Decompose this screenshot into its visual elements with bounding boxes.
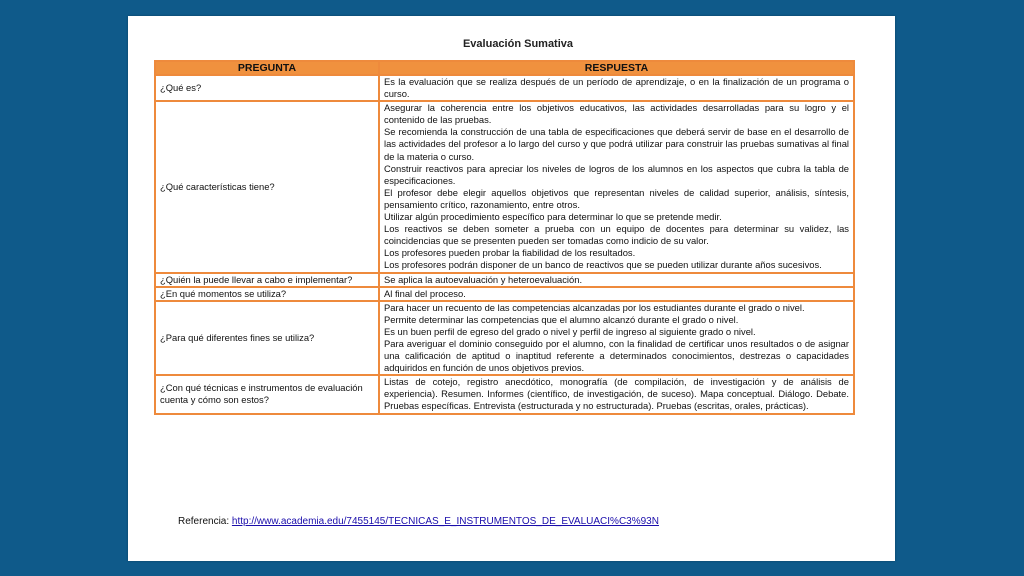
table-header-row [155,61,854,75]
answer-paragraph: El profesor debe elegir aquellos objetivos que representan niveles de calidad superior, análisis, síntesis, pensamiento crítico, razonamiento, entre otros. [384,186,849,210]
question-cell: ¿Qué es? [155,75,379,101]
answer-paragraph: Asegurar la coherencia entre los objetivos educativos, las actividades desarrolladas para su logro y el contenido de las pruebas. [384,102,849,126]
evaluation-table [154,60,855,415]
question-cell: ¿Qué características tiene? [155,101,379,272]
question-cell: ¿Con qué técnicas e instrumentos de evaluación cuenta y cómo son estos? [155,375,379,413]
table-row [155,375,854,413]
table-row [155,101,854,272]
table-row [155,75,854,101]
table-row [155,273,854,287]
header-question: PREGUNTA [155,61,379,75]
answer-paragraph: Al final del proceso. [384,287,466,299]
reference-link[interactable]: http://www.academia.edu/7455145/TECNICAS_E_INSTRUMENTOS_DE_EVALUACI%C3%93N [231,516,659,527]
answer-paragraph: Es un buen perfil de egreso del grado o nivel y perfil de ingreso al siguiente grado o nivel. [384,325,756,337]
answer-cell [379,375,854,413]
answer-paragraph: Construir reactivos para apreciar los niveles de logros de los alumnos en los aspectos que cubra la tabla de especificaciones. [384,162,849,186]
answer-paragraph: Utilizar algún procedimiento específico para determinar lo que se pretende medir. [384,211,722,223]
answer-cell [379,287,854,301]
answer-cell [379,301,854,376]
question-cell: ¿En qué momentos se utiliza? [155,287,379,301]
answer-paragraph: Para averiguar el dominio conseguido por el alumno, con la finalidad de certificar unos resultados o de asignar una calificación de aptitud o inaptitud referente a determinados conocimientos, destrezas o capacidades adquiridos en función de unos objetivos previos. [384,337,849,374]
answer-paragraph: Para hacer un recuento de las competencias alcanzadas por los estudiantes durante el grado o nivel. [384,301,805,313]
answer-paragraph: Los reactivos se deben someter a prueba con un equipo de docentes para determinar su validez, las coincidencias que se presenten pueden ser tomadas como indicio de su valor. [384,223,849,247]
answer-paragraph: Listas de cotejo, registro anecdótico, monografía (de compilación, de investigación y de análisis de experiencia). Resumen. Informes (científico, de investigación, de suceso). Mapa conceptual. Diálogo. Debate. Pruebas específicas. Entrevista (estructurada y no estructurada). Pruebas (escritas, orales, prácticas). [384,376,849,412]
reference-line [178,516,659,527]
table-row [155,287,854,301]
reference-label: Referencia: [178,516,230,527]
answer-cell [379,101,854,272]
answer-paragraph: Los profesores pueden probar la fiabilidad de los resultados. [384,247,636,259]
question-cell: ¿Quién la puede llevar a cabo e implementar? [155,273,379,287]
answer-cell [379,75,854,101]
answer-paragraph: Los profesores podrán disponer de un banco de reactivos que se pueden utilizar durante años sucesivos. [384,259,822,271]
answer-paragraph: Es la evaluación que se realiza después de un período de aprendizaje, o en la finalización de un programa o curso. [384,76,849,100]
table-row [155,301,854,376]
answer-cell [379,273,854,287]
answer-paragraph: Se recomienda la construcción de una tabla de especificaciones que deberá servir de base en el desarrollo de las actividades del profesor a lo largo del curso y que podrá utilizar para construir las pruebas sumativas al final de la materia o curso. [384,126,849,162]
document-title: Evaluación Sumativa [462,38,574,50]
question-cell: ¿Para qué diferentes fines se utiliza? [155,301,379,376]
header-answer: RESPUESTA [379,61,854,75]
answer-paragraph: Permite determinar las competencias que el alumno alcanzó durante el grado o nivel. [384,313,739,325]
answer-paragraph: Se aplica la autoevaluación y heteroevaluación. [384,273,583,285]
document-page [128,16,895,561]
